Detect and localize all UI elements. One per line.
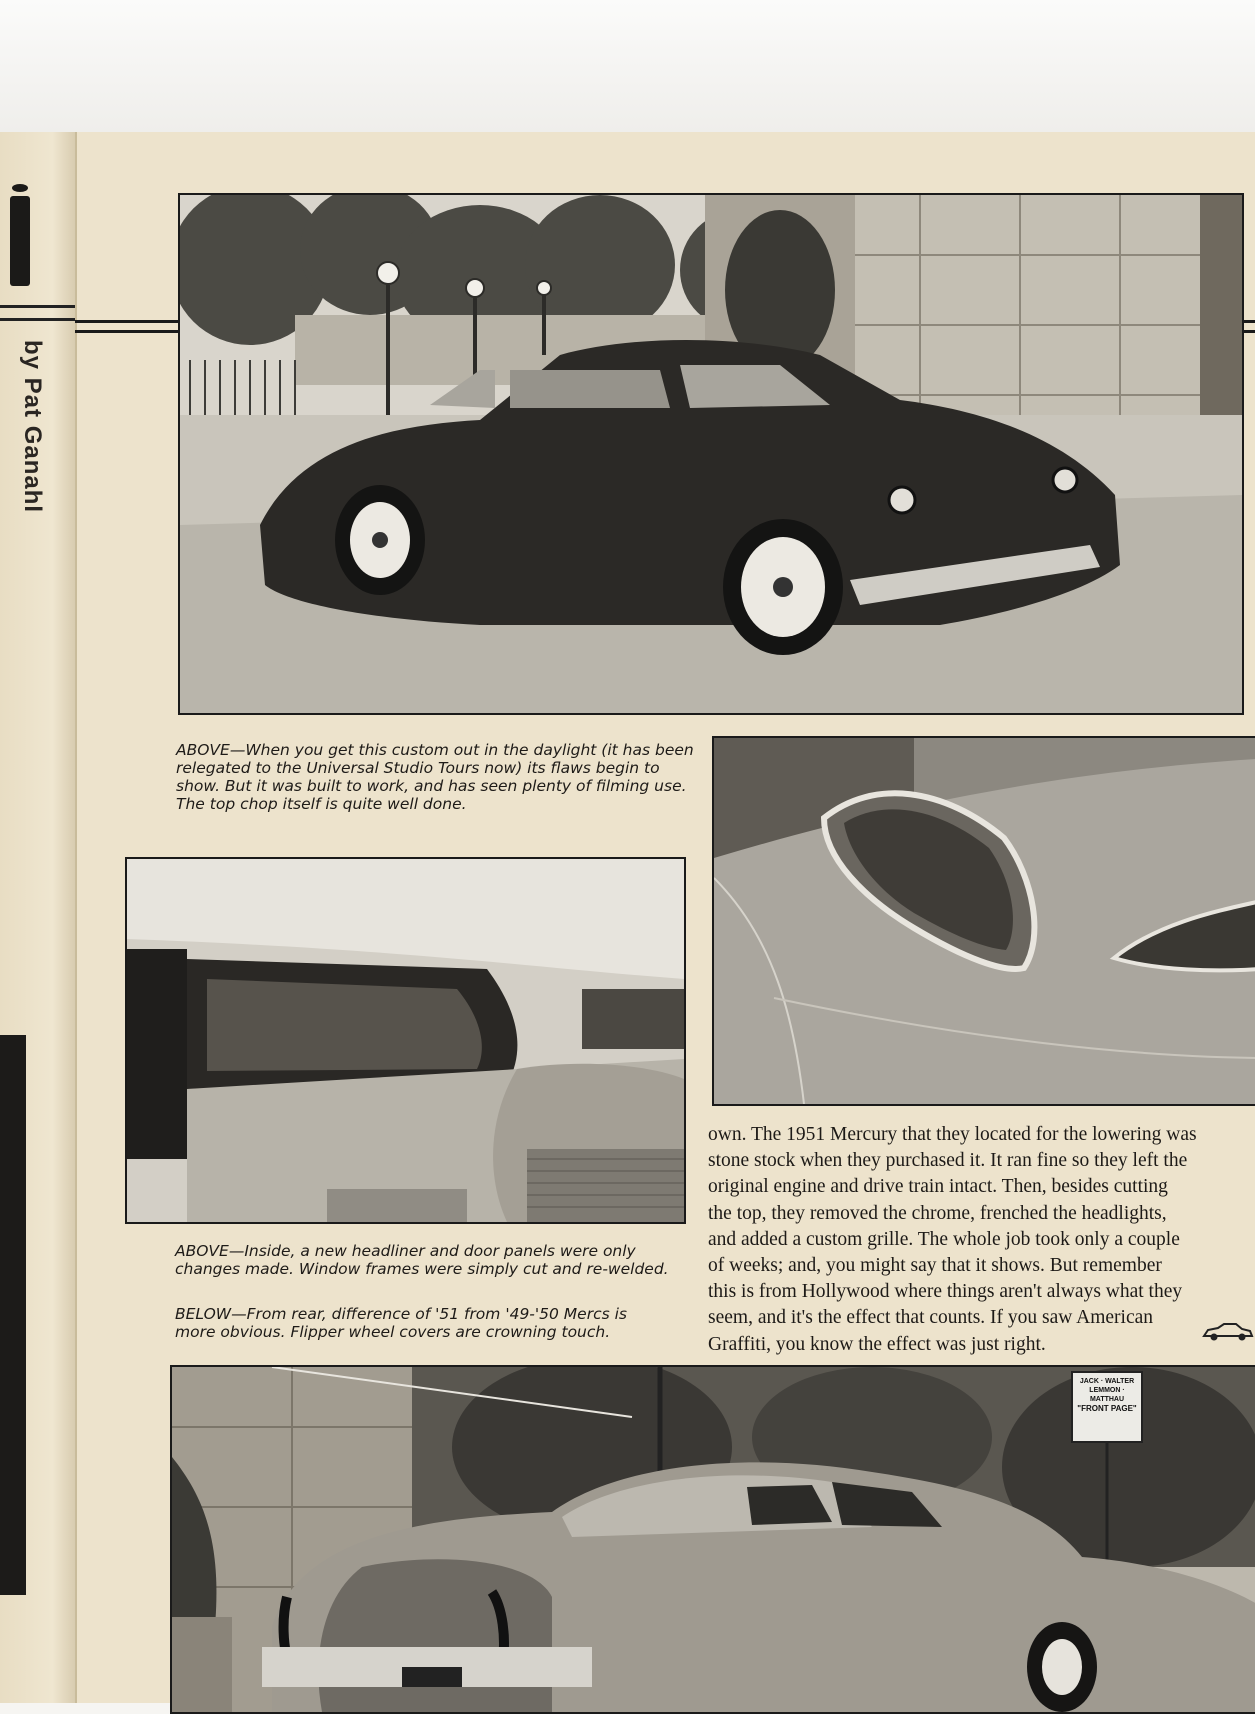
caption-interior: [175, 1242, 695, 1278]
photo-top-side-view: [178, 193, 1244, 715]
spine-dark-band: [0, 1035, 26, 1595]
caption-top-photo-text: ABOVE—When you get this custom out in the daylight (it has been relegated to the Universal Studio Tours now) its flaws begin to show. But it was built to work, and has seen plenty of filming use. The top chop itself is quite well done.: [176, 741, 694, 813]
poster-line-3: "FRONT PAGE": [1077, 1404, 1137, 1413]
caption-rear: [175, 1305, 645, 1341]
spine-rule: [0, 318, 75, 321]
article-body: [708, 1122, 1255, 1358]
poster-line-1: JACK · WALTER: [1079, 1378, 1135, 1385]
scan-margin-top: [0, 0, 1255, 132]
spine-mark-block: [10, 196, 30, 286]
photo-interior: [125, 857, 686, 1224]
spine-mark: [12, 184, 28, 192]
poster-line-2: LEMMON · MATTHAU: [1089, 1387, 1125, 1403]
photo-rear-three-quarter: [170, 1365, 1255, 1714]
end-mark-car-icon: [1202, 1322, 1254, 1342]
poster-text: [1075, 1377, 1139, 1413]
article-paragraph: own. The 1951 Mercury that they located for the lowering was stone stock when they purchased it. It ran fine so they left the original engine and drive train intact. Then, besides cutting the top, they removed the chrome, frenched the headlights, and added a custom grille. The whole job took only a couple of weeks; and, you might say that it shows. But remember this is from Hollywood where things aren't always what they seem, and it's the effect that counts. If you saw American Graffiti, you know the effect was just right.: [708, 1124, 1197, 1355]
section-rule: [75, 320, 178, 323]
caption-top-photo: [176, 741, 696, 813]
photo-window-closeup: [712, 736, 1255, 1106]
section-rule: [75, 330, 178, 333]
caption-rear-text: BELOW—From rear, difference of '51 from '49-'50 Mercs is more obvious. Flipper wheel covers are crowning touch.: [175, 1305, 627, 1341]
caption-interior-text: ABOVE—Inside, a new headliner and door panels were only changes made. Window frames were simply cut and re-welded.: [175, 1242, 669, 1278]
spine-rule: [0, 305, 75, 308]
byline: by Pat Ganahl: [19, 340, 46, 514]
